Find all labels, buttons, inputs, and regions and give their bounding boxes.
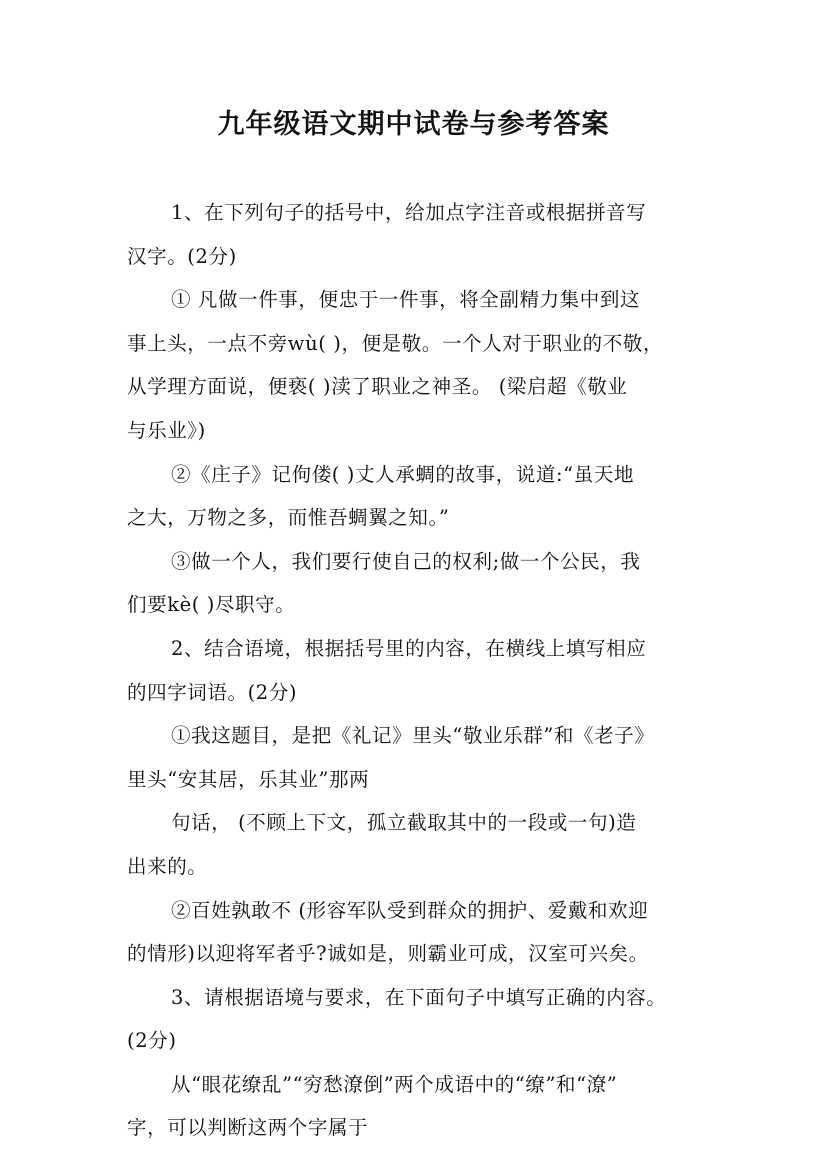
q1-prompt-line-1: 1、在下列句子的括号中，给加点字注音或根据拼音写 [171,201,647,224]
q2-item2-line-1: ②百姓孰敢不 (形容军队受到群众的拥护、爱戴和欢迎 [171,898,649,922]
q2-item2-line-2: 的情形)以迎将军者乎?诚如是，则霸业可成，汉室可兴矣。 [127,942,649,966]
q1-item3-line-1: ③做一个人，我们要行使自己的权利;做一个公民，我 [171,549,641,573]
q3-body-line-2: 字，可以判断这两个字属于 [127,1116,369,1140]
q3-prompt-line-1: 3、请根据语境与要求，在下面句子中填写正确的内容。 [171,985,667,1009]
document-body [127,195,707,1154]
q2-item1-line-2: 里头“安其居，乐其业”那两 [127,767,370,791]
q1-item1-line-1: ① 凡做一件事，便忠于一件事，将全副精力集中到这 [171,288,641,312]
q1-item1-line-3: 从学理方面说，便亵( )渎了职业之神圣。 (梁启超《敬业 [127,375,628,399]
q3-prompt-line-2: (2分) [127,1029,177,1053]
q1-item1-line-4: 与乐业》) [127,418,206,442]
q3-body-line-1: 从“眼花缭乱”“穷愁潦倒”两个成语中的“缭”和“潦” [171,1072,618,1096]
q1-prompt-line-2: 汉字。(2分) [127,244,237,268]
q1-item1-line-2: 事上头，一点不旁wù( )，便是敬。一个人对于职业的不敬， [127,331,664,355]
q1-item2-line-1: ②《庄子》记佝偻( )丈人承蜩的故事，说道:“虽天地 [171,462,635,486]
q2-prompt-line-2: 的四字词语。(2分) [127,680,298,704]
q2-prompt-line-1: 2、结合语境，根据括号里的内容，在横线上填写相应 [171,636,647,660]
q2-item1-line-4: 出来的。 [127,854,208,878]
q2-item1-line-1: ①我这题目，是把《礼记》里头“敬业乐群”和《老子》 [171,724,655,748]
q1-item3-line-2: 们要kè( )尽职守。 [127,593,296,617]
document-title: 九年级语文期中试卷与参考答案 [217,109,610,140]
q1-item2-line-2: 之大，万物之多，而惟吾蜩翼之知。” [127,506,450,530]
q2-item1-line-3: 句话， (不顾上下文，孤立截取其中的一段或一句)造 [171,811,637,835]
